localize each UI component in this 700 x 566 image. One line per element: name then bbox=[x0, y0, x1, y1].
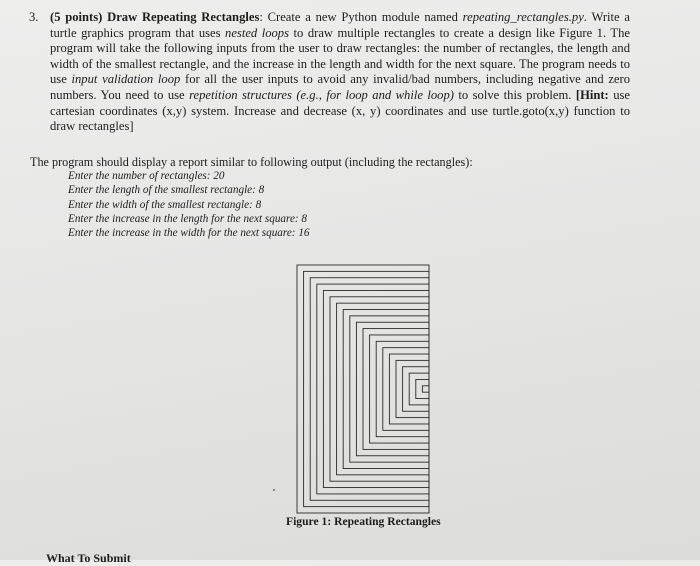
problem-number: 3. bbox=[29, 10, 39, 24]
paper-speck bbox=[273, 489, 275, 491]
problem-text-2: . Write a turtle graphics program that uses bbox=[50, 10, 630, 40]
hint-label: [Hint: bbox=[575, 87, 609, 102]
figure-caption: Figure 1: Repeating Rectangles bbox=[286, 515, 441, 528]
problem-paragraph bbox=[50, 10, 630, 135]
input-validation-term: input validation loop bbox=[71, 72, 181, 87]
rectangle-15 bbox=[330, 297, 429, 481]
rectangle-9 bbox=[370, 335, 429, 443]
output-line-length-increase: Enter the increase in the length for the next square: 8 bbox=[68, 212, 308, 225]
problem-text-5: to solve this problem. bbox=[453, 87, 576, 102]
rectangle-19 bbox=[304, 271, 429, 506]
problem-text-1: : Create a new Python module named bbox=[259, 10, 463, 24]
sample-output bbox=[68, 169, 310, 240]
problem-text-4: for all the user inputs to avoid any invalid/bad numbers, including negative and zero numbers. You need to use bbox=[50, 72, 631, 102]
module-filename: repeating_rectangles.py bbox=[462, 10, 584, 24]
rectangle-1 bbox=[422, 386, 429, 392]
output-line-width: Enter the width of the smallest rectangle: 8 bbox=[68, 198, 262, 211]
problem-points: (5 points) bbox=[50, 10, 103, 24]
rectangle-3 bbox=[409, 373, 429, 405]
next-section-heading: What To Submit bbox=[46, 551, 131, 565]
report-intro: The program should display a report similar to following output (including the rectangles): bbox=[30, 155, 473, 169]
repeating-rectangles-figure bbox=[296, 264, 430, 514]
rectangle-5 bbox=[396, 360, 429, 417]
problem-title: Draw Repeating Rectangles bbox=[107, 10, 260, 24]
repetition-term: repetition structures (e.g., for loop and while loop) bbox=[189, 87, 454, 102]
problem-statement bbox=[29, 10, 631, 135]
rectangles-drawing bbox=[296, 264, 430, 514]
nested-loops-term: nested loops bbox=[225, 25, 290, 40]
rectangle-11 bbox=[356, 322, 429, 456]
problem-text-6: use cartesian coordinates (x,y) system. Increase and decrease (x, y) coordinates and use turtle.goto(x,y) function to draw rectangles] bbox=[50, 87, 630, 134]
output-line-rectangles: Enter the number of rectangles: 20 bbox=[68, 170, 225, 182]
output-line-length: Enter the length of the smallest rectangle: 8 bbox=[68, 184, 265, 197]
problem-text-3: to draw multiple rectangles to create a design like Figure 1. The program will take the following inputs from the user to draw rectangles: the number of rectangles, the length and width of the smallest rectangle, and the increase in the length and width for the next square. The program needs to use bbox=[50, 25, 630, 87]
output-line-width-increase: Enter the increase in the width for the next square: 16 bbox=[68, 227, 310, 240]
